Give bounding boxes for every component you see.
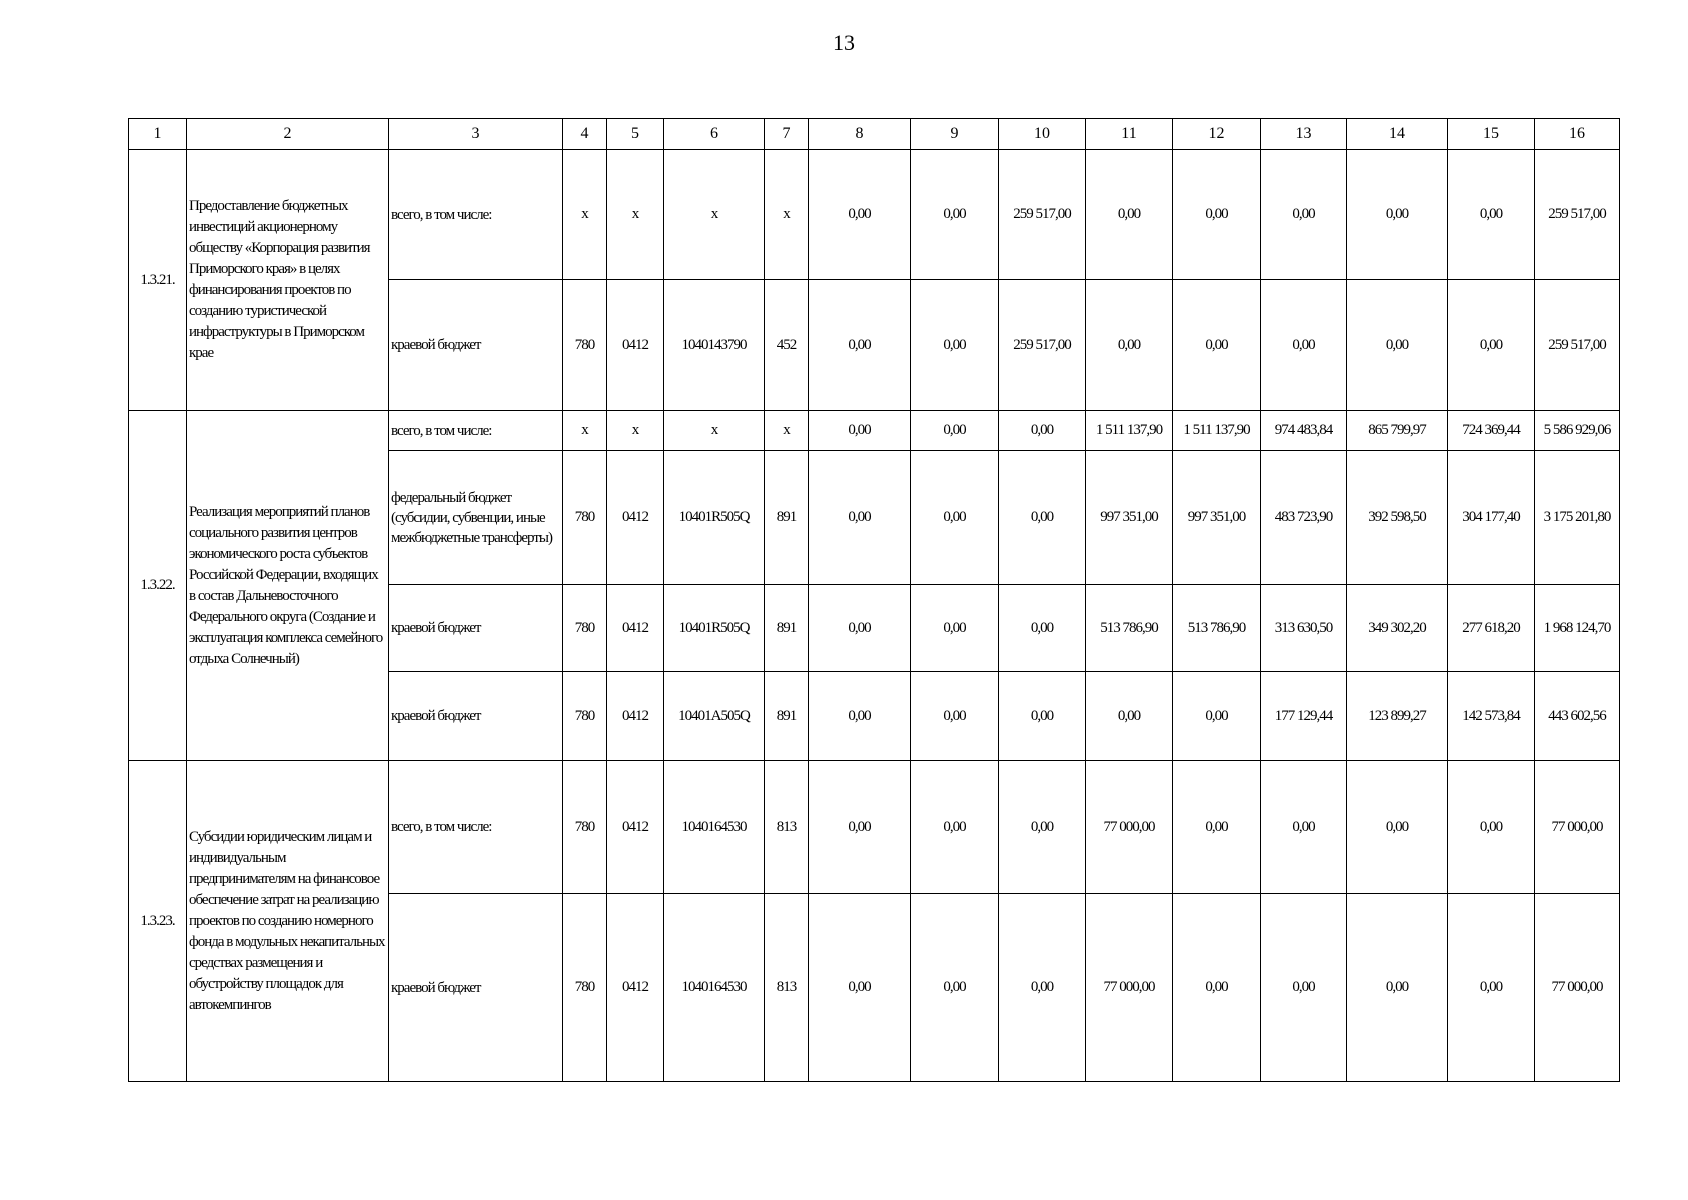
cell-col13: 0,00 xyxy=(1261,761,1347,894)
header-cell: 5 xyxy=(607,119,664,150)
item-number: 1.3.21. xyxy=(129,150,187,411)
cell-col10: 0,00 xyxy=(999,672,1086,761)
cell-col6: 10401А505Q xyxy=(664,672,765,761)
cell-col11: 0,00 xyxy=(1086,672,1173,761)
funding-source: краевой бюджет xyxy=(389,672,563,761)
cell-col15: 0,00 xyxy=(1448,280,1535,411)
cell-col11: 0,00 xyxy=(1086,280,1173,411)
cell-col11: 77 000,00 xyxy=(1086,894,1173,1082)
cell-col5: 0412 xyxy=(607,585,664,672)
cell-col16: 259 517,00 xyxy=(1535,150,1620,280)
header-cell: 1 xyxy=(129,119,187,150)
cell-col6: 1040143790 xyxy=(664,280,765,411)
cell-col5: 0412 xyxy=(607,672,664,761)
header-cell: 4 xyxy=(563,119,607,150)
header-cell: 12 xyxy=(1173,119,1261,150)
cell-col8: 0,00 xyxy=(809,280,911,411)
item-number: 1.3.22. xyxy=(129,411,187,761)
cell-col6: 10401R505Q xyxy=(664,585,765,672)
funding-source: всего, в том числе: xyxy=(389,411,563,451)
cell-col12: 0,00 xyxy=(1173,280,1261,411)
cell-col14: 123 899,27 xyxy=(1347,672,1448,761)
cell-col10: 0,00 xyxy=(999,585,1086,672)
cell-col12: 0,00 xyxy=(1173,672,1261,761)
cell-col15: 277 618,20 xyxy=(1448,585,1535,672)
cell-col4: x xyxy=(563,150,607,280)
cell-col5: 0412 xyxy=(607,451,664,585)
header-cell: 15 xyxy=(1448,119,1535,150)
cell-col15: 0,00 xyxy=(1448,150,1535,280)
table-row xyxy=(129,150,1620,280)
cell-col4: 780 xyxy=(563,761,607,894)
header-cell: 14 xyxy=(1347,119,1448,150)
item-number: 1.3.23. xyxy=(129,761,187,1082)
cell-col4: 780 xyxy=(563,672,607,761)
cell-col14: 0,00 xyxy=(1347,761,1448,894)
cell-col15: 142 573,84 xyxy=(1448,672,1535,761)
cell-col15: 304 177,40 xyxy=(1448,451,1535,585)
cell-col15: 0,00 xyxy=(1448,894,1535,1082)
cell-col10: 0,00 xyxy=(999,894,1086,1082)
cell-col16: 259 517,00 xyxy=(1535,280,1620,411)
table-row xyxy=(129,761,1620,894)
cell-col7: x xyxy=(765,411,809,451)
cell-col4: x xyxy=(563,411,607,451)
cell-col4: 780 xyxy=(563,894,607,1082)
cell-col10: 259 517,00 xyxy=(999,280,1086,411)
cell-col11: 0,00 xyxy=(1086,150,1173,280)
cell-col13: 483 723,90 xyxy=(1261,451,1347,585)
cell-col11: 77 000,00 xyxy=(1086,761,1173,894)
page-number: 13 xyxy=(833,30,855,55)
header-cell: 8 xyxy=(809,119,911,150)
cell-col14: 0,00 xyxy=(1347,280,1448,411)
cell-col7: 813 xyxy=(765,894,809,1082)
cell-col16: 77 000,00 xyxy=(1535,761,1620,894)
cell-col12: 513 786,90 xyxy=(1173,585,1261,672)
cell-col13: 974 483,84 xyxy=(1261,411,1347,451)
cell-col8: 0,00 xyxy=(809,411,911,451)
cell-col8: 0,00 xyxy=(809,585,911,672)
cell-col4: 780 xyxy=(563,280,607,411)
cell-col5: x xyxy=(607,411,664,451)
cell-col6: 1040164530 xyxy=(664,894,765,1082)
cell-col8: 0,00 xyxy=(809,150,911,280)
cell-col9: 0,00 xyxy=(911,672,999,761)
cell-col7: 891 xyxy=(765,585,809,672)
cell-col15: 0,00 xyxy=(1448,761,1535,894)
funding-source: всего, в том числе: xyxy=(389,150,563,280)
cell-col9: 0,00 xyxy=(911,451,999,585)
cell-col10: 0,00 xyxy=(999,451,1086,585)
cell-col14: 0,00 xyxy=(1347,150,1448,280)
cell-col16: 1 968 124,70 xyxy=(1535,585,1620,672)
budget-table xyxy=(128,118,1620,1082)
cell-col12: 0,00 xyxy=(1173,894,1261,1082)
cell-col16: 77 000,00 xyxy=(1535,894,1620,1082)
header-cell: 6 xyxy=(664,119,765,150)
cell-col14: 865 799,97 xyxy=(1347,411,1448,451)
cell-col14: 349 302,20 xyxy=(1347,585,1448,672)
cell-col14: 392 598,50 xyxy=(1347,451,1448,585)
cell-col16: 443 602,56 xyxy=(1535,672,1620,761)
cell-col7: 813 xyxy=(765,761,809,894)
header-cell: 13 xyxy=(1261,119,1347,150)
cell-col4: 780 xyxy=(563,451,607,585)
header-cell: 10 xyxy=(999,119,1086,150)
header-row xyxy=(129,119,1620,150)
header-cell: 16 xyxy=(1535,119,1620,150)
header-cell: 7 xyxy=(765,119,809,150)
funding-source: краевой бюджет xyxy=(389,894,563,1082)
cell-col13: 177 129,44 xyxy=(1261,672,1347,761)
cell-col7: 891 xyxy=(765,451,809,585)
header-cell: 3 xyxy=(389,119,563,150)
cell-col8: 0,00 xyxy=(809,672,911,761)
cell-col4: 780 xyxy=(563,585,607,672)
cell-col15: 724 369,44 xyxy=(1448,411,1535,451)
cell-col11: 513 786,90 xyxy=(1086,585,1173,672)
cell-col13: 0,00 xyxy=(1261,280,1347,411)
cell-col7: x xyxy=(765,150,809,280)
item-description: Предоставление бюджетных инвестиций акционерному обществу «Корпорация развития Приморского края» в целях финансирования проектов по созданию туристической инфраструктуры в Приморском крае xyxy=(187,150,389,411)
cell-col11: 1 511 137,90 xyxy=(1086,411,1173,451)
funding-source: всего, в том числе: xyxy=(389,761,563,894)
funding-source: федеральный бюджет (субсидии, субвенции, иные межбюджетные трансферты) xyxy=(389,451,563,585)
cell-col12: 0,00 xyxy=(1173,150,1261,280)
cell-col12: 1 511 137,90 xyxy=(1173,411,1261,451)
cell-col13: 0,00 xyxy=(1261,894,1347,1082)
cell-col14: 0,00 xyxy=(1347,894,1448,1082)
cell-col9: 0,00 xyxy=(911,150,999,280)
cell-col10: 0,00 xyxy=(999,411,1086,451)
cell-col5: 0412 xyxy=(607,280,664,411)
funding-source: краевой бюджет xyxy=(389,280,563,411)
funding-source: краевой бюджет xyxy=(389,585,563,672)
cell-col16: 3 175 201,80 xyxy=(1535,451,1620,585)
header-cell: 2 xyxy=(187,119,389,150)
cell-col8: 0,00 xyxy=(809,761,911,894)
header-cell: 11 xyxy=(1086,119,1173,150)
cell-col6: x xyxy=(664,411,765,451)
cell-col6: x xyxy=(664,150,765,280)
cell-col13: 0,00 xyxy=(1261,150,1347,280)
cell-col11: 997 351,00 xyxy=(1086,451,1173,585)
cell-col8: 0,00 xyxy=(809,451,911,585)
cell-col6: 1040164530 xyxy=(664,761,765,894)
item-description: Реализация мероприятий планов социального развития центров экономического роста субъектов Российской Федерации, входящих в состав Дальневосточного Федерального округа (Создание и эксплуатация комплекса семейного отдыха Солнечный) xyxy=(187,411,389,761)
cell-col12: 0,00 xyxy=(1173,761,1261,894)
cell-col16: 5 586 929,06 xyxy=(1535,411,1620,451)
cell-col9: 0,00 xyxy=(911,280,999,411)
cell-col9: 0,00 xyxy=(911,761,999,894)
cell-col5: 0412 xyxy=(607,894,664,1082)
table-row xyxy=(129,411,1620,451)
cell-col10: 259 517,00 xyxy=(999,150,1086,280)
header-cell: 9 xyxy=(911,119,999,150)
cell-col9: 0,00 xyxy=(911,411,999,451)
cell-col13: 313 630,50 xyxy=(1261,585,1347,672)
cell-col9: 0,00 xyxy=(911,585,999,672)
cell-col5: 0412 xyxy=(607,761,664,894)
cell-col6: 10401R505Q xyxy=(664,451,765,585)
cell-col7: 891 xyxy=(765,672,809,761)
cell-col10: 0,00 xyxy=(999,761,1086,894)
cell-col5: x xyxy=(607,150,664,280)
item-description: Субсидии юридическим лицам и индивидуальным предпринимателям на финансовое обеспечение затрат на реализацию проектов по созданию номерного фонда в модульных некапитальных средствах размещения и обустройству площадок для автокемпингов xyxy=(187,761,389,1082)
cell-col8: 0,00 xyxy=(809,894,911,1082)
cell-col7: 452 xyxy=(765,280,809,411)
cell-col12: 997 351,00 xyxy=(1173,451,1261,585)
cell-col9: 0,00 xyxy=(911,894,999,1082)
